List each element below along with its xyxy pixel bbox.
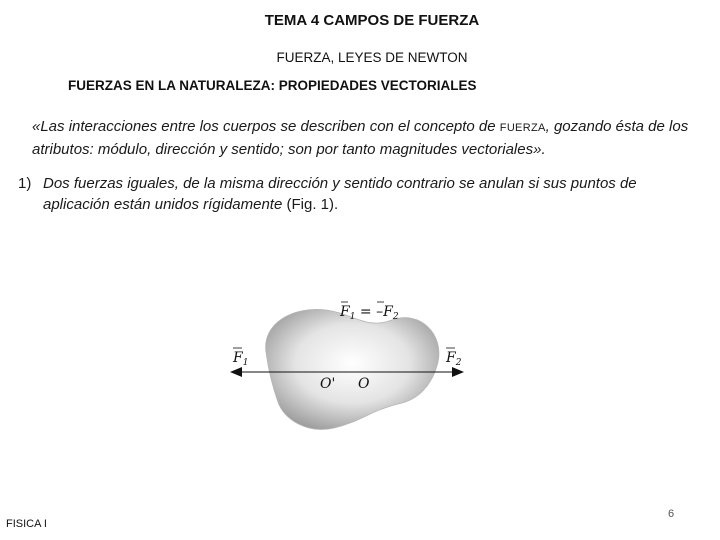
page-number: 6 [668, 508, 675, 520]
property-item-1 [18, 173, 678, 215]
point-o-prime: O' [320, 376, 336, 392]
section-heading: FUERZAS EN LA NATURALEZA: PROPIEDADES VECTORIALES [68, 78, 477, 93]
f2-arrowhead-icon [452, 367, 464, 377]
equation-label [339, 304, 399, 322]
point-o: O [358, 376, 370, 392]
rigid-body-figure [222, 290, 472, 440]
slide-title: TEMA 4 CAMPOS DE FUERZA [264, 12, 480, 29]
force-term: FUERZA [499, 122, 546, 134]
figure-reference: (Fig. 1). [286, 196, 339, 213]
svg-text:F1: $F_1$ [233, 350, 249, 368]
f1-arrowhead-icon [230, 367, 242, 377]
f1-label [232, 350, 248, 368]
svg-text:F1 = –F2: $F_1 = -F_2$ [340, 304, 399, 322]
item-text: Dos fuerzas iguales, de la misma dirección y sentido contrario se anulan si sus puntos de aplicación están unidos rígidamente (Fig. 1). [43, 175, 637, 213]
footer-course-label: FISICA I [6, 518, 47, 530]
definition-text-start: «Las interacciones entre los cuerpos se describen con el concepto de [32, 118, 500, 135]
definition-text-end: , gozando ésta de los atributos: módulo, dirección y sentido; son por tanto magnitudes vectoriales». [32, 118, 689, 158]
svg-text:F2: $F_2$ [446, 350, 462, 368]
definition-paragraph [32, 116, 692, 160]
item-number: 1) [18, 175, 32, 192]
slide-subtitle: FUERZA, LEYES DE NEWTON [276, 50, 468, 65]
rigid-body-shape [266, 309, 439, 429]
f2-label [445, 350, 462, 368]
eq-f1: F [340, 304, 350, 320]
